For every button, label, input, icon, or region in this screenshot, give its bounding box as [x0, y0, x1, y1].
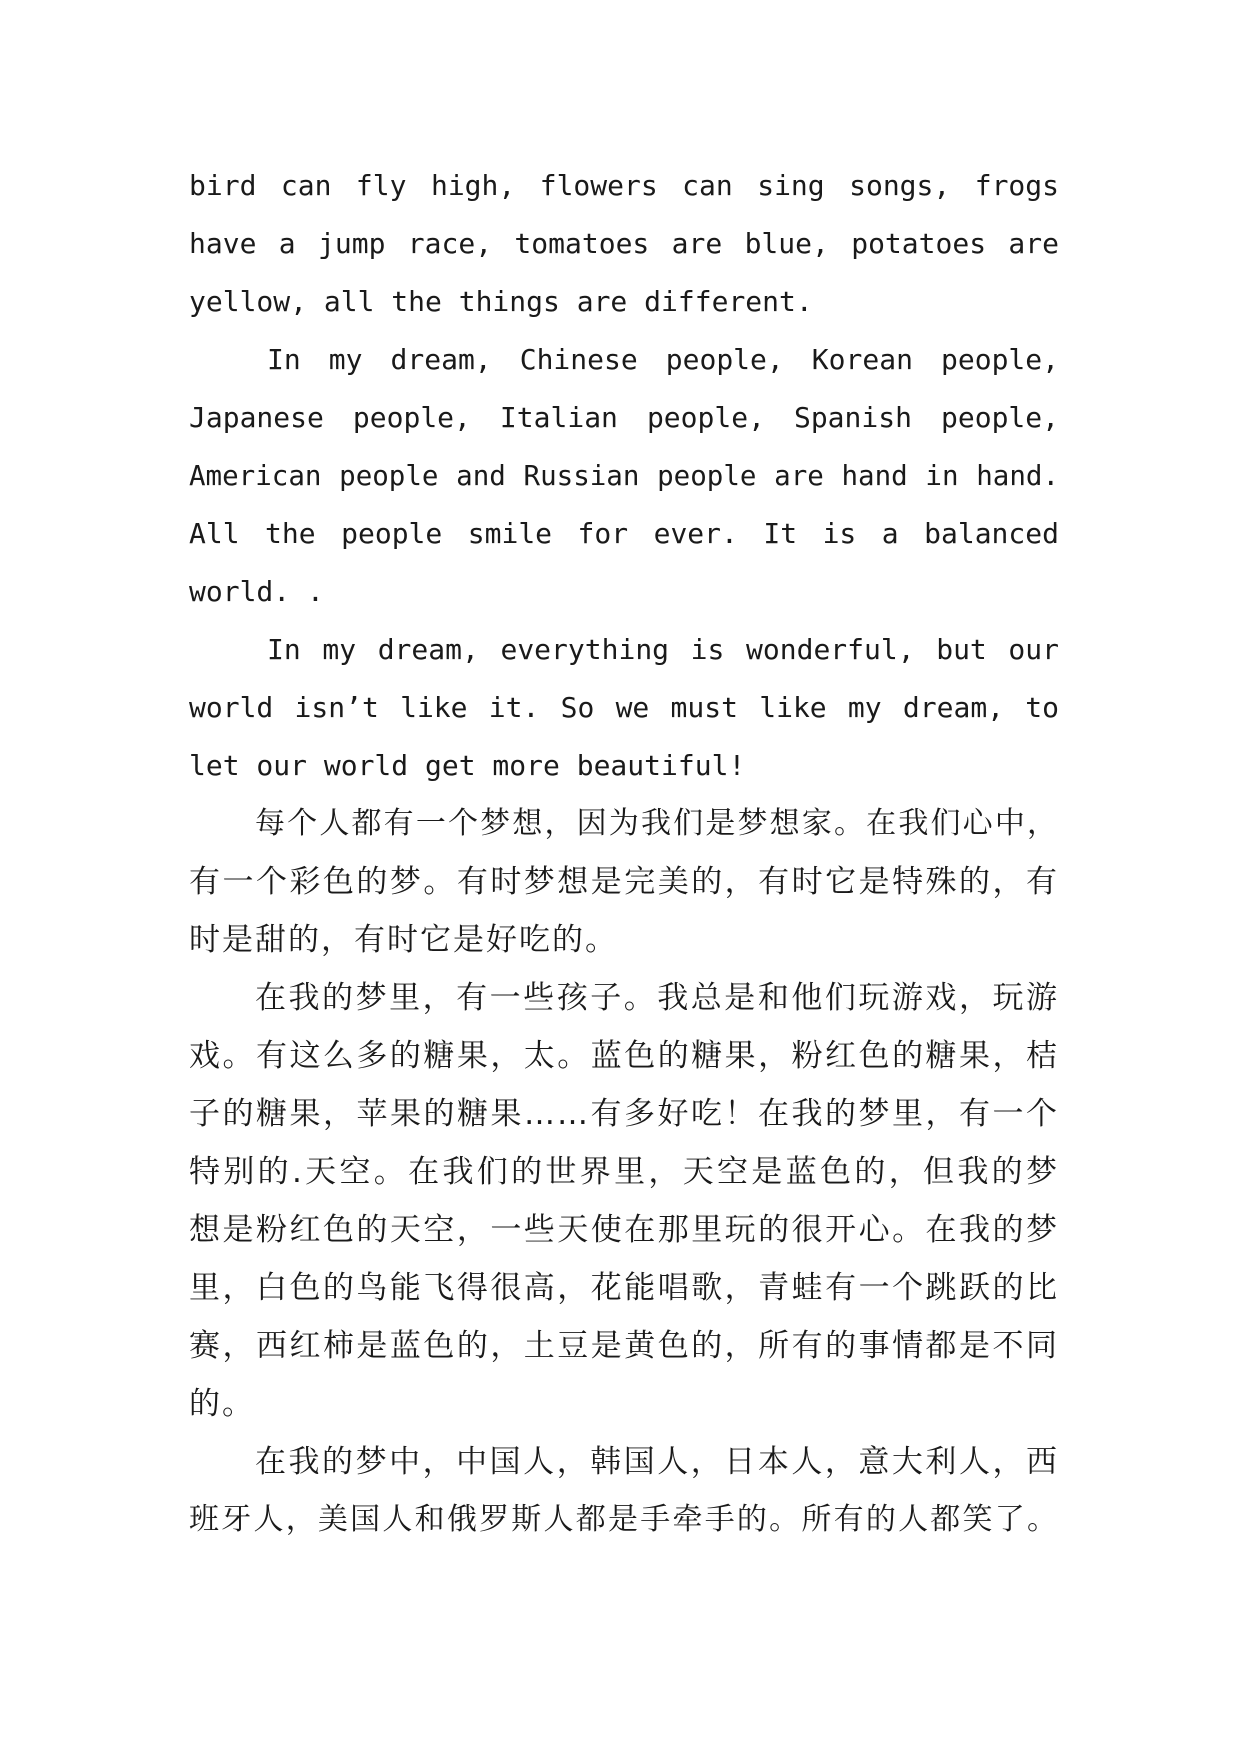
text-line: 在我的梦里，有一些孩子。我总是和他们玩游戏，玩游: [255, 980, 1059, 1016]
text-line: 在我的梦中，中国人，韩国人，日本人，意大利人，西: [255, 1444, 1059, 1480]
paragraph: [189, 969, 1059, 1433]
text-line: 有一个彩色的梦。有时梦想是完美的，有时它是特殊的，有: [189, 864, 1059, 900]
paragraph: [189, 331, 1059, 621]
paragraph: [189, 1433, 1059, 1549]
text-line: world isn’t like it. So we must like my dream, to: [189, 691, 1059, 724]
text-line: 子的糖果，苹果的糖果……有多好吃！在我的梦里，有一个: [189, 1096, 1059, 1132]
text-line: 班牙人，美国人和俄罗斯人都是手牵手的。所有的人都笑了。: [189, 1502, 1059, 1537]
paragraph: [189, 621, 1059, 795]
text-line: 每个人都有一个梦想，因为我们是梦想家。在我们心中，: [255, 806, 1059, 841]
text-line: 的。: [189, 1386, 255, 1422]
text-line: In my dream, everything is wonderful, but our: [267, 633, 1059, 666]
text-line: 戏。有这么多的糖果，太。蓝色的糖果，粉红色的糖果，桔: [189, 1038, 1059, 1074]
text-line: American people and Russian people are hand in hand.: [189, 460, 1059, 492]
text-line: 时是甜的，有时它是好吃的。: [189, 922, 618, 958]
text-line: let our world get more beautiful!: [189, 749, 746, 782]
document-body: [189, 157, 1059, 1549]
text-line: yellow, all the things are different.: [189, 285, 813, 318]
paragraph: [189, 795, 1059, 969]
text-line: bird can fly high, flowers can sing songs, frogs: [189, 169, 1059, 202]
text-line: Japanese people, Italian people, Spanish people,: [189, 401, 1059, 434]
text-line: In my dream, Chinese people, Korean people,: [267, 343, 1059, 376]
paragraph: [189, 157, 1059, 331]
text-line: All the people smile for ever. It is a balanced: [189, 517, 1059, 550]
text-line: 特别的.天空。在我们的世界里，天空是蓝色的，但我的梦: [189, 1154, 1059, 1190]
text-line: 赛，西红柿是蓝色的，土豆是黄色的，所有的事情都是不同: [189, 1328, 1059, 1364]
text-line: have a jump race, tomatoes are blue, potatoes are: [189, 227, 1059, 260]
text-line: world. .: [189, 575, 324, 608]
text-line: 里，白色的鸟能飞得很高，花能唱歌，青蛙有一个跳跃的比: [189, 1270, 1059, 1306]
text-line: 想是粉红色的天空，一些天使在那里玩的很开心。在我的梦: [189, 1212, 1059, 1248]
